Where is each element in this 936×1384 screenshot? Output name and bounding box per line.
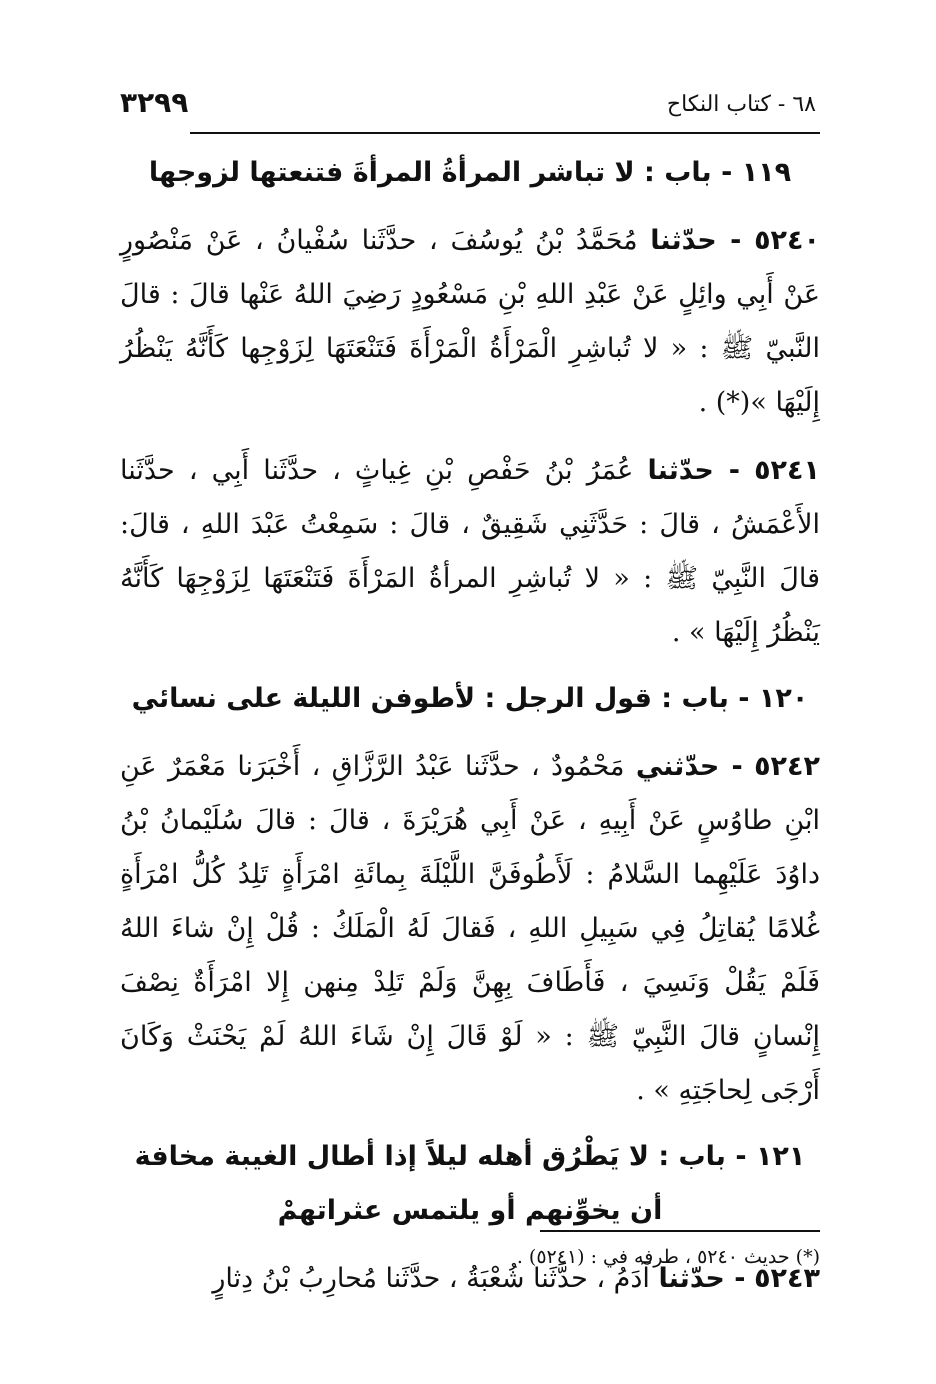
book-page [120,70,820,1350]
hadith-5241: ٥٢٤١ - حدّثنا عُمَرُ بْنُ حَفْصِ بْنِ غِياثٍ ، حدَّثَنا أَبِي ، حدَّثَنا الأَعْمَشُ ، قالَ : حَدَّثَنِي شَقِيقٌ ، قالَ : سَمِعْتُ عَبْدَ اللهِ ، قالَ: قالَ النَّبِيّ ﷺ : « لا تُباشِرِ المرأةُ المَرْأَةَ فَتَنْعَتَهَا لِزَوْجِهَا كَأَنَّهُ يَنْظُرُ إِلَيْهَا » . [120,455,820,648]
hadith-text: مَحْمُودٌ ، حدَّثَنا عَبْدُ الرَّزَّاقِ ، أَخْبَرَنا مَعْمَرٌ عَنِ ابْنِ طاوُسٍ عَنْ أَبِيهِ ، عَنْ أَبِي هُرَيْرَةَ ، قالَ : قالَ سُلَيْمانُ بْنُ داوُدَ عَلَيْهِما السَّلامُ : لَأَطُوفَنَّ اللَّيْلَةَ بِمائَةِ امْرَأَةٍ تَلِدُ كُلُّ امْرَأَةٍ غُلامًا يُقاتِلُ فِي سَبِيلِ اللهِ ، فَقالَ لَهُ الْمَلَكُ : قُلْ إِنْ شاءَ اللهُ فَلَمْ يَقُلْ وَنَسِيَ ، فَأَطَافَ بِهِنَّ وَلَمْ تَلِدْ مِنهن إِلا امْرَأَةٌ نِصْفَ إِنْسانٍ قالَ النَّبِيّ ﷺ : « لَوْ قَالَ إِنْ شَاءَ اللهُ لَمْ يَحْنَثْ وَكَانَ أَرْجَى لِحاجَتِهِ » . [120,751,820,1106]
hadith-lead: حدّثنا [658,1263,725,1294]
hadith-number: ٥٢٤١ [754,455,820,486]
hadith-number: ٥٢٤٣ [754,1263,820,1294]
hadith-5240: ٥٢٤٠ - حدّثنا مُحَمَّدُ بْنُ يُوسُفَ ، حدَّثَنا سُفْيانُ ، عَنْ مَنْصُورٍ عَنْ أَبِي وائِلٍ عَنْ عَبْدِ اللهِ بْنِ مَسْعُودٍ رَضِيَ اللهُ عَنْها قالَ : قالَ النَّبيّ ﷺ : « لا تُباشِرِ الْمَرْأَةُ الْمَرْأَةَ فَتَنْعَتَهَا لِزَوْجِها كَأَنَّهُ يَنْظُرُ إِلَيْهَا »(*) . [120,225,820,418]
hadith-text: عُمَرُ بْنُ حَفْصِ بْنِ غِياثٍ ، حدَّثَنا أَبِي ، حدَّثَنا الأَعْمَشُ ، قالَ : حَدَّثَنِي شَقِيقٌ ، قالَ : سَمِعْتُ عَبْدَ اللهِ ، قالَ: قالَ النَّبِيّ ﷺ : « لا تُباشِرِ المرأةُ المَرْأَةَ فَتَنْعَتَهَا لِزَوْجِهَا كَأَنَّهُ يَنْظُرُ إِلَيْهَا » . [120,455,820,648]
hadith-lead: حدّثني [635,751,720,782]
hadith-5242: ٥٢٤٢ - حدّثني مَحْمُودٌ ، حدَّثَنا عَبْدُ الرَّزَّاقِ ، أَخْبَرَنا مَعْمَرٌ عَنِ ابْنِ طاوُسٍ عَنْ أَبِيهِ ، عَنْ أَبِي هُرَيْرَةَ ، قالَ : قالَ سُلَيْمانُ بْنُ داوُدَ عَلَيْهِما السَّلامُ : لَأَطُوفَنَّ اللَّيْلَةَ بِمائَةِ امْرَأَةٍ تَلِدُ كُلُّ امْرَأَةٍ غُلامًا يُقاتِلُ فِي سَبِيلِ اللهِ ، فَقالَ لَهُ الْمَلَكُ : قُلْ إِنْ شاءَ اللهُ فَلَمْ يَقُلْ وَنَسِيَ ، فَأَطَافَ بِهِنَّ وَلَمْ تَلِدْ مِنهن إِلا امْرَأَةٌ نِصْفَ إِنْسانٍ قالَ النَّبِيّ ﷺ : « لَوْ قَالَ إِنْ شَاءَ اللهُ لَمْ يَحْنَثْ وَكَانَ أَرْجَى لِحاجَتِهِ » . [120,751,820,1106]
hadith-5243: ٥٢٤٣ - حدّثنا آدَمُ ، حدَّثَنا شُعْبَةُ ، حدَّثَنا مُحارِبُ بْنُ دِثارٍ [212,1263,820,1294]
hadith-lead: حدّثنا [650,225,717,256]
hadith-text: آدَمُ ، حدَّثَنا شُعْبَةُ ، حدَّثَنا مُحارِبُ بْنُ دِثارٍ [212,1263,650,1294]
chapter-title-120: ١٢٠ - باب : قول الرجل : لأطوفن الليلة على نسائي [131,683,809,714]
running-header [120,70,820,134]
footnote-rule [540,1230,820,1232]
hadith-number: ٥٢٤٢ [754,751,820,782]
page-number: ٣٢٩٩ [120,86,189,119]
hadith-lead: حدّثنا [647,455,714,486]
header-rule [190,132,820,134]
running-title: ٦٨ - كتاب النكاح [666,92,816,117]
chapter-title-119: ١١٩ - باب : لا تباشر المرأةُ المرأةَ فتنعتها لزوجها [148,157,792,188]
hadith-text: مُحَمَّدُ بْنُ يُوسُفَ ، حدَّثَنا سُفْيانُ ، عَنْ مَنْصُورٍ عَنْ أَبِي وائِلٍ عَنْ عَبْدِ اللهِ بْنِ مَسْعُودٍ رَضِيَ اللهُ عَنْها قالَ : قالَ النَّبيّ ﷺ : « لا تُباشِرِ الْمَرْأَةُ الْمَرْأَةَ فَتَنْعَتَهَا لِزَوْجِها كَأَنَّهُ يَنْظُرُ إِلَيْهَا »(*) . [120,225,820,418]
hadith-number: ٥٢٤٠ [754,225,820,256]
chapter-title-121: ١٢١ - باب : لا يَطْرُق أهله ليلاً إذا أطال الغيبة مخافة أن يخوِّنهم أو يلتمس عثراتهمْ [134,1141,806,1226]
footnote: (*) حديث ٥٢٤٠ ، طرفه في : (٥٢٤١) . [516,1246,820,1268]
